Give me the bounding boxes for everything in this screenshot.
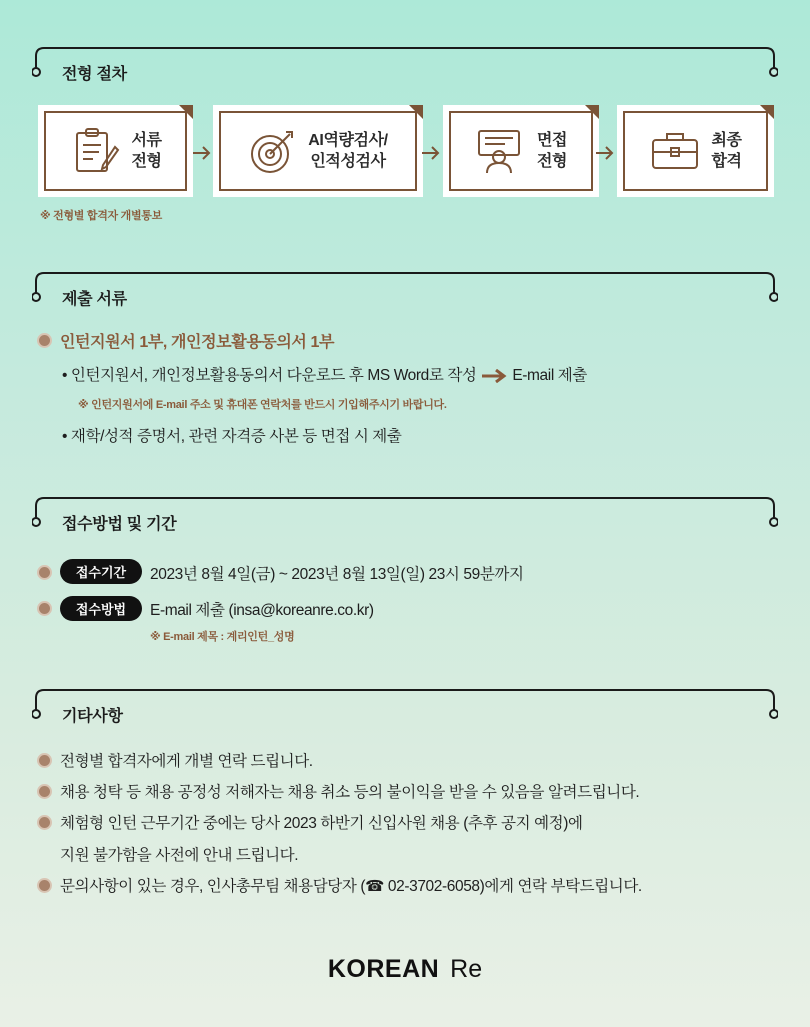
documents-item-2: • 재학/성적 증명서, 관련 자격증 사본 등 면접 시 제출 [62, 428, 402, 445]
process-note: ※ 전형별 합격자 개별통보 [40, 210, 162, 222]
method-label-pill: 접수방법 [60, 596, 142, 621]
step-document-screening [38, 105, 193, 197]
logo-light: Re [450, 955, 483, 983]
corner-tab [179, 105, 193, 119]
section-title-application: 접수방법 및 기간 [62, 516, 177, 533]
step-interview [443, 105, 599, 197]
section-title-documents: 제출 서류 [62, 291, 127, 308]
section-title-others: 기타사항 [62, 708, 123, 725]
documents-item-1-note: ※ 인턴지원서에 E-mail 주소 및 휴대폰 연락처를 반드시 기입해주시기 바랍니다. [78, 399, 447, 411]
step-label: 면접 전형 [536, 132, 568, 170]
corner-tab [409, 105, 423, 119]
bullet-dot [39, 335, 50, 346]
period-value: 2023년 8월 4일(금) ~ 2023년 8월 13일(일) 23시 59분까지 [150, 566, 524, 583]
arrow-right-icon [481, 369, 507, 383]
arrow-icon [191, 143, 213, 163]
others-item-1: 전형별 합격자에게 개별 연락 드립니다. [60, 753, 313, 770]
others-item-2: 채용 청탁 등 채용 공정성 저해자는 채용 취소 등의 불이익을 받을 수 있음을 알려드립니다. [60, 784, 640, 801]
corner-tab [585, 105, 599, 119]
bracket-others [32, 686, 778, 720]
bullet-dot [39, 567, 50, 578]
step-ai-aptitude-test [213, 105, 423, 197]
documents-item-1 [62, 363, 587, 385]
bullet-dot [39, 880, 50, 891]
step-label: 서류 전형 [131, 132, 162, 170]
arrow-icon [420, 143, 442, 163]
others-item-3-continued: 지원 불가함을 사전에 안내 드립니다. [60, 847, 299, 864]
others-item-3: 체험형 인턴 근무기간 중에는 당사 2023 하반기 신입사원 채용 (추후 공지 예정)에 [60, 815, 583, 832]
korean-re-logo [0, 955, 810, 984]
arrow-icon [594, 143, 616, 163]
bullet-dot [39, 755, 50, 766]
method-note: ※ E-mail 제목 : 계리인턴_성명 [150, 631, 295, 643]
bullet-dot [39, 817, 50, 828]
interview-icon [475, 125, 527, 177]
method-value: E-mail 제출 (insa@koreanre.co.kr) [150, 602, 374, 619]
briefcase-icon [649, 128, 701, 174]
step-label: 최종 합격 [711, 132, 742, 170]
step-final-pass [617, 105, 774, 197]
bracket-process [32, 44, 778, 78]
documents-item-1-suffix: E-mail 제출 [512, 367, 587, 384]
others-item-4: 문의사항이 있는 경우, 인사총무팀 채용담당자 (☎ 02-3702-6058)에게 연락 부탁드립니다. [60, 878, 642, 895]
documents-heading: 인턴지원서 1부, 개인정보활용동의서 1부 [60, 334, 335, 351]
bullet-dot [39, 603, 50, 614]
logo-bold: KOREAN [327, 955, 440, 983]
period-label-pill: 접수기간 [60, 559, 142, 584]
target-icon [248, 126, 298, 176]
documents-item-1-text: • 인턴지원서, 개인정보활용동의서 다운로드 후 MS Word로 작성 [62, 367, 477, 384]
bullet-dot [39, 786, 50, 797]
bracket-documents [32, 269, 778, 303]
step-label: AI역량검사/ 인적성검사 [308, 132, 388, 170]
corner-tab [760, 105, 774, 119]
document-icon [69, 125, 121, 177]
section-title-process: 전형 절차 [62, 66, 127, 83]
